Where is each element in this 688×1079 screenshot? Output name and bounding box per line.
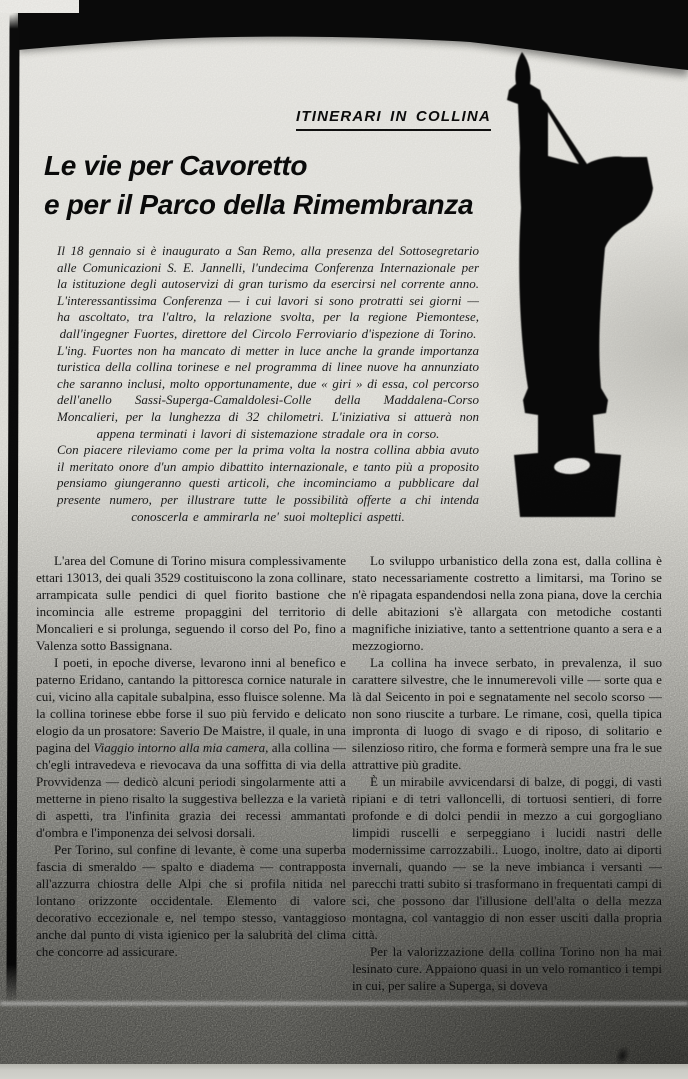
- scan-bottom-edge: [0, 1064, 688, 1079]
- scan-light-streak: [0, 1002, 688, 1005]
